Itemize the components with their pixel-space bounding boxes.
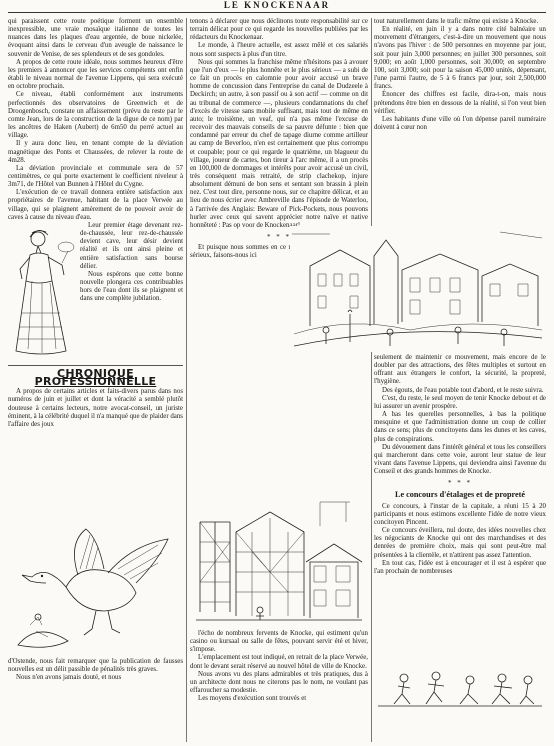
separator: * * * [448,479,472,488]
construction-site-illustration [190,492,368,627]
paragraph: seulement de maintenir ce mouvement, mais encore de le doubler par des attractions, des fêtes multiples et surtout en offrant aux étrangers le confort, la sécurité, la propreté, l'hygiène. [374,354,546,386]
paragraph: tout naturellement dans le trafic même qui existe à Knocke. [374,18,539,25]
paragraph: C'est, du reste, le seul moyen de tenir Knocke debout et de lui assurer un avenir prospère. [374,394,546,410]
column-1 [8,18,183,429]
paragraph: A propos de cette route idéale, nous sommes heureux d'être les premiers à annoncer que les services compétents ont enfin établi le niveau normal de l'avenue Lippens, qui sera exécuté en octobre prochain. [8,58,183,91]
column-3 [374,18,546,132]
column-divider [371,18,372,742]
paragraph: Le monde, à l'heure actuelle, est assez mêlé et ces salariés nous sont suspects à plus d'un titre. [190,42,368,58]
section-title: CHRONIQUE PROFESSIONNELLE [34,366,157,389]
divider [8,365,183,366]
paragraph: A propos de certains articles et faits-divers parus dans nos numéros de juin et juillet et dont la véracité a semblé plutôt douteuse à certains lecteurs, notre avocat-conseil, un juriste éminent, à la célébrité duquel il n'a manqué que de plaider dans l'affaire des joux [8,388,183,428]
paragraph: qui paraissent cette route poétique forment un ensemble inexpressible, une vraie mosaïque italienne de toutes les nuances dans les plaques d'eau argentée, de boue nickelée, évoquant ainsi dans le cerveau d'un aveugle de naissance le souvenir de Venise, de ses splendeurs et de ses gondoles. [8,18,183,58]
paragraph: En tout cas, l'idée est à encourager et il est à espérer que l'an prochain de nombreuses [374,559,546,575]
paragraph: d'Ostende, nous fait remarquer que la publication de fausses nouvelles est un délit passible de pénalités très graves. [8,658,183,674]
separator: * * * [267,233,291,242]
runners-illustration [374,666,546,712]
paragraph: L'exécution de ce travail donnera entière satisfaction aux propriétaires de l'avenue, habitant de la place Verwée au village, qui se plaignent amèrement de ne pouvoir avoir de caves à cause du niveau d'eau. [8,189,183,221]
paragraph: Ce concours, à l'instar de la capitale, a réuni 15 à 20 participants et nous estimons excellente l'idée de notre vieux concitoyen Pincent. [374,502,546,526]
paragraph: Nous qui sommes la franchise même n'hésitons pas à avouer que l'un d'eux — le plus honnête et le plus sérieux — a subi de ce fait un procès en calomnie pour avoir accusé un brave homme de concussion dans l'entreprise du canal de Dudzeele à Deckirch; un autre, à son passif ou à son actif — comme on dit au tribunal de commerce —, plusieurs condamnations du chef d'excès de vitesse sans mobile suffisant, mais tout de même en auto; le troisième, un veaf, qui n'a pas même l'excuse de recevoir des mauvais conseils de sa pauvre défunte : bien que condamné par erreur du chef de tapage diurne comme artilleur au camp de Beverloo, n'en est certainement que plus corrompu et coupable; pour ce qui regarde le quatrième, un blagueur du village, joueur de cartes, bon tireur à l'arc même, il a un procès en 100,000 de dommages et intérêts pour avoir accusé un civil, très conséquent mais retraité, de strip clachekop, injure absolument démuni de bon sens et sentant son brassin à plein nez. C'est tout dire, personne nous, sur ce chapitre délicat, et au lieu de nous écrier avec Ambreville dans l'épisode de Waterloo, à l'arrivée des Anglais: Beware of Pick-Pockets, nous pouvons hurler avec ceux qui savent apprécier notre naïve et native honnêteté : Pas op voor de Knockenaar! [190,58,368,229]
paragraph: Et puisque nous sommes en ce moment sur un terrain aussi sérieux, faisons-nous ici [190,244,368,260]
masthead-rule [8,12,546,13]
paragraph: Du dévouement dans l'intérêt général et tous les conseillers qui marcheront dans cette voie, auront leur statue de leur vivant dans l'avenue Lippens, qui deviendra ainsi l'avenue du Conseil et des grands hommes de Knocke. [374,443,546,476]
paragraph: Les habitants d'une ville où l'on dépense pareil numéraire doivent à cœur non [374,115,546,132]
paragraph: Les moyens d'exécution sont trouvés et [198,695,307,703]
column-2 [190,18,368,261]
paragraph: Leur premier étage devenant rez-de-chaussée, leur rez-de-chaussée devient cave, leur désir devient réalité et ils ont ainsi pleine et entière satisfaction sans bourse délier. [80,221,183,270]
paragraph: Nous avons vu des plans admirables et très pratiques, dus à un architecte dont nous ne citerons pas le nom, ne voulant pas effaroucher sa modestie. [190,670,368,695]
paragraph: A bas les querelles personnelles, à bas la politique mesquine et que l'administration donne un coup de collier dans ce sens; plus de concitoyens dans les dunes et les caves, plus de conspirations. [374,411,546,443]
paragraph: Nous espérons que cette bonne nouvelle plongera ces contribuables hors de l'eau dont ils se plaignent et dans une complète jubilation. [80,270,183,303]
column-2-continued [190,630,368,703]
paragraph: Il y aura donc lieu, en tenant compte de la déviation magnétique des Ponts et Chaussées, de relever la route de 4m28. [8,140,183,164]
goose-illustration [8,525,183,655]
column-3-continued [374,354,546,576]
paragraph: l'écho de nombreux fervents de Knocke, qui estiment qu'un casino ou kursaal ou salle de fêtes, pouvant servir été et hiver, s'impose. [190,630,368,654]
paragraph: Énoncer des chiffres est facile, dira-t-on, mais nous prétendons être bien en dessous de la réalité, si l'on veut bien vérifier. [374,91,546,115]
paragraph: Des égouts, de l'eau potable tout d'abord, et le reste suivra. [382,386,544,394]
town-square-illustration [290,226,546,352]
paragraph: Ce concours éveillera, nul doute, des idées nouvelles chez les négociants de Knocke qui ont des marchandises et des denrées de première choix, mais qui sont peut-être mal présentées à la clientèle, et n'attirent pas assez l'attention. [374,527,546,559]
paragraph: Nous n'en avons jamais douté, et nous [16,674,122,682]
column-1-continued [8,658,183,682]
paragraph: La déviation provinciale et communale sera de 57 centimètres, ce qui porte exactement le coefficient niveleur à 3m71, de l'Hôtel van Bunnen à l'Hôtel du Cygne. [8,164,183,189]
paragraph: En réalité, en juin il y a dans notre cité balnéaire un mouvement d'étrangers, c'est-à-dire un mouvement que nous n'avons pas l'hiver : de 500 personnes en moyenne par jour, soit pour juin 3,000 personnes; en juillet 300 personnes, soit 9,000; en août 1,000 personnes, soit 30,000; en septembre 100, soit 3,000; soit pour la saison 45,000 unités, dépensant, l'une parmi l'autre, de 5 à 6 francs par jour, soit 2,500,000 francs. [374,26,546,91]
subsection-title: Le concours d'étalages et de propreté [395,489,525,499]
paragraph: L'emplacement est tout indiqué, en retrait de la place Verwée, dont le devant serait réservé au nouvel hôtel de ville de Knocke. [190,654,368,670]
page-title: LE KNOCKENAAR [223,0,331,10]
woman-illustration [8,223,76,361]
paragraph: Ce niveau, établi conformément aux instruments perfectionnés des observatoires de Greenwich et de Droogenbosch, constate un affaissement (prévu du reste par le comte Jean, lors de la construction de la digue de ce nom) par les ancêtres de Haken (Aubert) de 6m50 du perré actuel au village. [8,91,183,140]
column-divider [186,18,187,742]
masthead [0,0,554,14]
paragraph: tenons à déclarer que nous déclinons toute responsabilité sur ce terrain délicat pour ce qui regarde les nouvelles publiées par les rédacteurs du Knockenaar. [190,18,368,42]
